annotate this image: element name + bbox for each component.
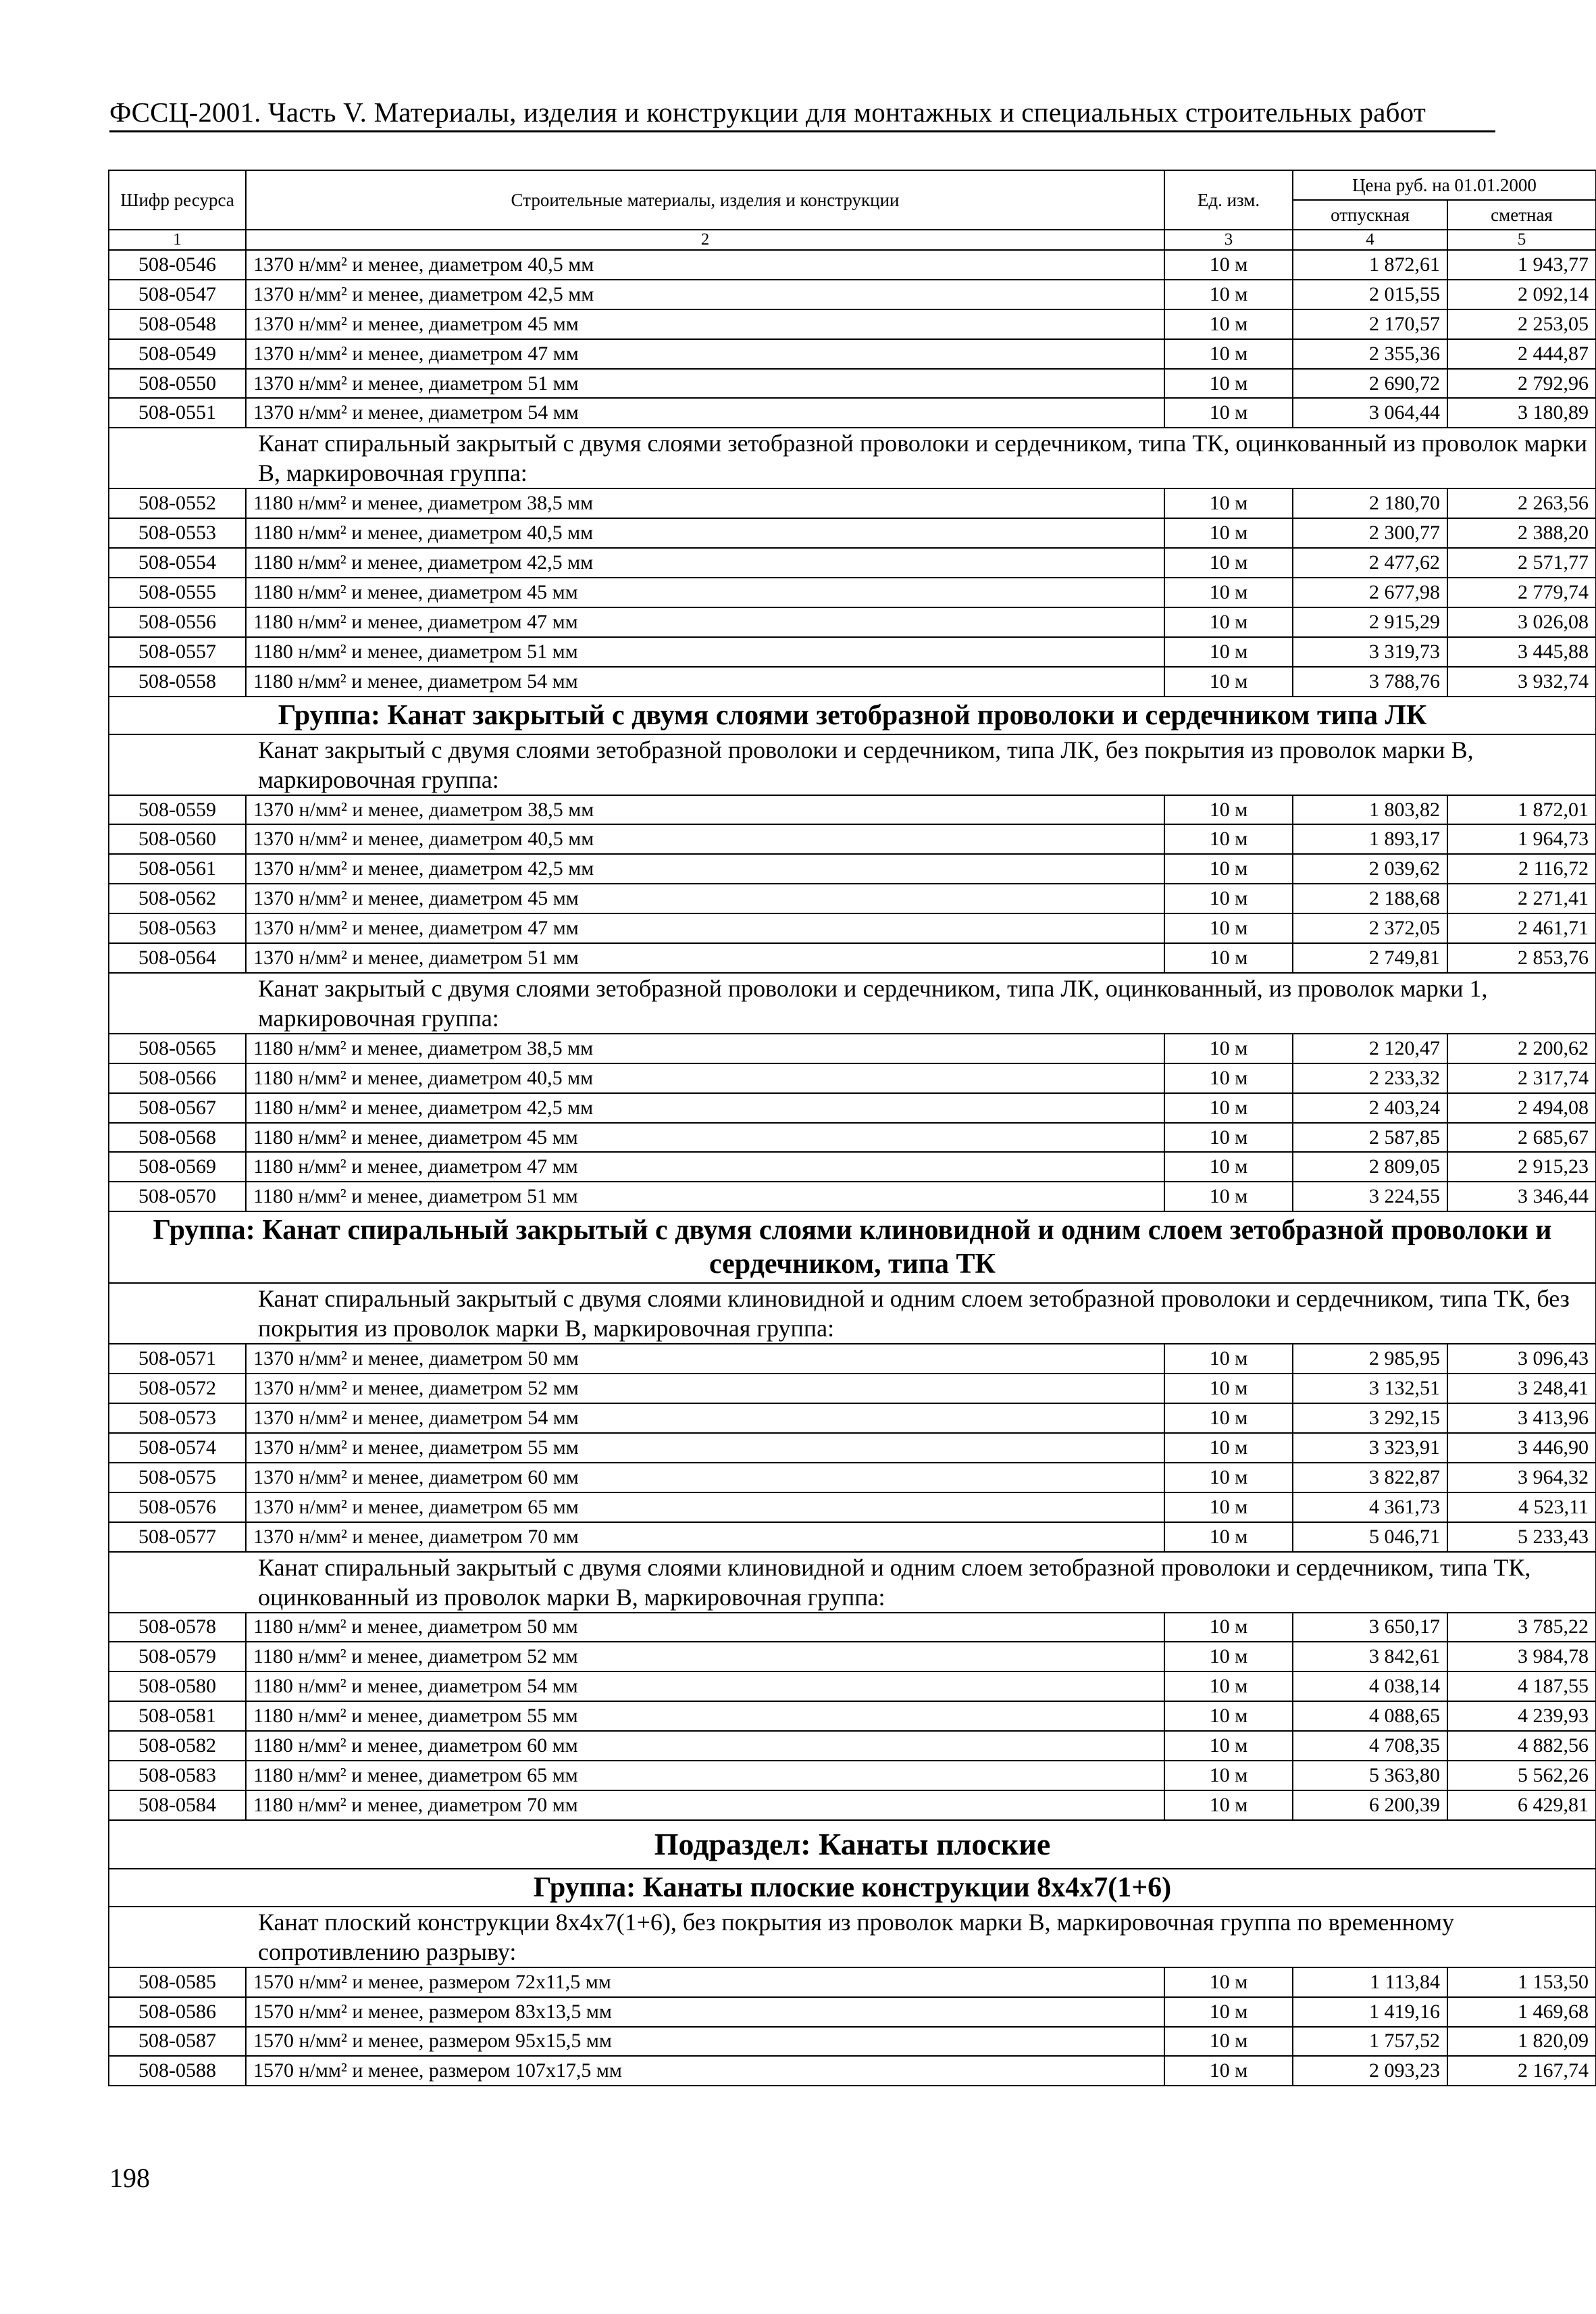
- table-row: [109, 1182, 1596, 1211]
- release-price-cell: 2 372,05: [1293, 913, 1447, 943]
- release-price-cell: 3 842,61: [1293, 1642, 1447, 1671]
- unit-cell: 10 м: [1164, 1063, 1293, 1093]
- table-row: [109, 280, 1596, 309]
- table-row: [109, 309, 1596, 339]
- estimate-price-cell: 2 779,74: [1447, 578, 1596, 607]
- unit-cell: 10 м: [1164, 1344, 1293, 1374]
- unit-cell: 10 м: [1164, 854, 1293, 884]
- column-number: 4: [1293, 230, 1447, 250]
- estimate-price-cell: 2 685,67: [1447, 1123, 1596, 1153]
- estimate-price-cell: 2 092,14: [1447, 280, 1596, 309]
- estimate-price-cell: 4 882,56: [1447, 1731, 1596, 1761]
- release-price-cell: 2 403,24: [1293, 1093, 1447, 1123]
- release-price-cell: 5 046,71: [1293, 1522, 1447, 1552]
- material-name-cell: 1370 н/мм² и менее, диаметром 40,5 мм: [246, 824, 1164, 854]
- price-table-body: [109, 170, 1596, 2086]
- unit-cell: 10 м: [1164, 1613, 1293, 1642]
- material-name-cell: 1180 н/мм² и менее, диаметром 52 мм: [246, 1642, 1164, 1671]
- estimate-price-cell: 2 253,05: [1447, 309, 1596, 339]
- table-row: [109, 1997, 1596, 2027]
- release-price-cell: 3 319,73: [1293, 637, 1447, 667]
- release-price-cell: 4 038,14: [1293, 1671, 1447, 1701]
- group-heading: Группа: Канат закрытый с двумя слоями зетобразной проволоки и сердечником типа ЛК: [109, 697, 1596, 734]
- estimate-price-cell: 3 180,89: [1447, 398, 1596, 428]
- table-row: [109, 548, 1596, 578]
- unit-cell: 10 м: [1164, 1642, 1293, 1671]
- material-name-cell: 1180 н/мм² и менее, диаметром 38,5 мм: [246, 1034, 1164, 1063]
- release-price-cell: 2 015,55: [1293, 280, 1447, 309]
- table-row: [109, 488, 1596, 518]
- price-table: [108, 170, 1596, 2086]
- table-row: [109, 1967, 1596, 1997]
- estimate-price-cell: 2 317,74: [1447, 1063, 1596, 1093]
- release-price-cell: 2 749,81: [1293, 943, 1447, 973]
- description-text: Канат спиральный закрытый с двумя слоями клиновидной и одним слоем зетобразной проволоки и сердечником, типа ТК, без покрытия из проволок марки В, маркировочная группа:: [109, 1283, 1596, 1344]
- material-name-cell: 1180 н/мм² и менее, диаметром 47 мм: [246, 1152, 1164, 1182]
- group-heading-row: [109, 1869, 1596, 1907]
- group-heading-row: [109, 697, 1596, 734]
- table-row: [109, 795, 1596, 825]
- table-row: [109, 1731, 1596, 1761]
- unit-cell: 10 м: [1164, 667, 1293, 697]
- material-name-cell: 1370 н/мм² и менее, диаметром 52 мм: [246, 1374, 1164, 1403]
- material-name-cell: 1570 н/мм² и менее, размером 95х15,5 мм: [246, 2027, 1164, 2057]
- unit-cell: 10 м: [1164, 1492, 1293, 1522]
- material-name-cell: 1570 н/мм² и менее, размером 83х13,5 мм: [246, 1997, 1164, 2027]
- table-row: [109, 1671, 1596, 1701]
- description-text: Канат закрытый с двумя слоями зетобразной проволоки и сердечником, типа ЛК, без покрытия из проволок марки В, маркировочная группа:: [109, 734, 1596, 795]
- table-row: [109, 369, 1596, 399]
- table-row: [109, 913, 1596, 943]
- unit-cell: 10 м: [1164, 1403, 1293, 1433]
- material-name-cell: 1180 н/мм² и менее, диаметром 45 мм: [246, 578, 1164, 607]
- material-name-cell: 1180 н/мм² и менее, диаметром 42,5 мм: [246, 1093, 1164, 1123]
- estimate-price-cell: 2 200,62: [1447, 1034, 1596, 1063]
- resource-code-cell: 508-0575: [109, 1463, 246, 1492]
- release-price-cell: 5 363,80: [1293, 1761, 1447, 1790]
- material-name-cell: 1370 н/мм² и менее, диаметром 47 мм: [246, 339, 1164, 369]
- release-price-cell: 2 477,62: [1293, 548, 1447, 578]
- material-name-cell: 1370 н/мм² и менее, диаметром 51 мм: [246, 943, 1164, 973]
- resource-code-cell: 508-0558: [109, 667, 246, 697]
- table-row: [109, 1344, 1596, 1374]
- table-row: [109, 1492, 1596, 1522]
- unit-cell: 10 м: [1164, 548, 1293, 578]
- resource-code-cell: 508-0577: [109, 1522, 246, 1552]
- material-name-cell: 1370 н/мм² и менее, диаметром 50 мм: [246, 1344, 1164, 1374]
- resource-code-cell: 508-0569: [109, 1152, 246, 1182]
- release-price-cell: 3 650,17: [1293, 1613, 1447, 1642]
- table-row: [109, 943, 1596, 973]
- table-row: [109, 824, 1596, 854]
- table-row: [109, 2056, 1596, 2086]
- resource-code-cell: 508-0574: [109, 1433, 246, 1463]
- unit-cell: 10 м: [1164, 250, 1293, 280]
- resource-code-cell: 508-0576: [109, 1492, 246, 1522]
- unit-cell: 10 м: [1164, 488, 1293, 518]
- subsection-heading-row: [109, 1820, 1596, 1869]
- material-name-cell: 1370 н/мм² и менее, диаметром 70 мм: [246, 1522, 1164, 1552]
- resource-code-cell: 508-0554: [109, 548, 246, 578]
- header-code: Шифр ресурса: [109, 170, 246, 230]
- release-price-cell: 2 120,47: [1293, 1034, 1447, 1063]
- estimate-price-cell: 3 932,74: [1447, 667, 1596, 697]
- unit-cell: 10 м: [1164, 518, 1293, 548]
- unit-cell: 10 м: [1164, 1997, 1293, 2027]
- description-text: Канат закрытый с двумя слоями зетобразной проволоки и сердечником, типа ЛК, оцинкованный, из проволок марки 1, маркировочная группа:: [109, 973, 1596, 1034]
- group-heading: Группа: Канаты плоские конструкции 8х4х7(1+6): [109, 1869, 1596, 1907]
- release-price-cell: 2 915,29: [1293, 607, 1447, 637]
- description-row: [109, 1283, 1596, 1344]
- release-price-cell: 1 757,52: [1293, 2027, 1447, 2057]
- column-number-row: [109, 230, 1596, 250]
- estimate-price-cell: 2 167,74: [1447, 2056, 1596, 2086]
- unit-cell: 10 м: [1164, 943, 1293, 973]
- material-name-cell: 1180 н/мм² и менее, диаметром 51 мм: [246, 1182, 1164, 1211]
- material-name-cell: 1370 н/мм² и менее, диаметром 38,5 мм: [246, 795, 1164, 825]
- table-row: [109, 1152, 1596, 1182]
- description-row: [109, 1552, 1596, 1613]
- material-name-cell: 1370 н/мм² и менее, диаметром 42,5 мм: [246, 854, 1164, 884]
- unit-cell: 10 м: [1164, 2027, 1293, 2057]
- unit-cell: 10 м: [1164, 607, 1293, 637]
- material-name-cell: 1180 н/мм² и менее, диаметром 47 мм: [246, 607, 1164, 637]
- resource-code-cell: 508-0580: [109, 1671, 246, 1701]
- table-row: [109, 1123, 1596, 1153]
- release-price-cell: 3 822,87: [1293, 1463, 1447, 1492]
- estimate-price-cell: 1 872,01: [1447, 795, 1596, 825]
- material-name-cell: 1370 н/мм² и менее, диаметром 40,5 мм: [246, 250, 1164, 280]
- estimate-price-cell: 6 429,81: [1447, 1790, 1596, 1820]
- material-name-cell: 1180 н/мм² и менее, диаметром 38,5 мм: [246, 488, 1164, 518]
- table-row: [109, 1063, 1596, 1093]
- unit-cell: 10 м: [1164, 1790, 1293, 1820]
- unit-cell: 10 м: [1164, 339, 1293, 369]
- table-row: [109, 637, 1596, 667]
- material-name-cell: 1180 н/мм² и менее, диаметром 54 мм: [246, 1671, 1164, 1701]
- resource-code-cell: 508-0562: [109, 884, 246, 913]
- release-price-cell: 2 039,62: [1293, 854, 1447, 884]
- resource-code-cell: 508-0553: [109, 518, 246, 548]
- unit-cell: 10 м: [1164, 280, 1293, 309]
- resource-code-cell: 508-0546: [109, 250, 246, 280]
- subsection-heading: Подраздел: Канаты плоские: [109, 1820, 1596, 1869]
- resource-code-cell: 508-0557: [109, 637, 246, 667]
- header-unit: Ед. изм.: [1164, 170, 1293, 230]
- release-price-cell: 2 233,32: [1293, 1063, 1447, 1093]
- resource-code-cell: 508-0572: [109, 1374, 246, 1403]
- column-number: 2: [246, 230, 1164, 250]
- release-price-cell: 2 690,72: [1293, 369, 1447, 399]
- release-price-cell: 2 093,23: [1293, 2056, 1447, 2086]
- unit-cell: 10 м: [1164, 1152, 1293, 1182]
- unit-cell: 10 м: [1164, 637, 1293, 667]
- resource-code-cell: 508-0548: [109, 309, 246, 339]
- estimate-price-cell: 4 523,11: [1447, 1492, 1596, 1522]
- resource-code-cell: 508-0564: [109, 943, 246, 973]
- estimate-price-cell: 3 785,22: [1447, 1613, 1596, 1642]
- release-price-cell: 2 188,68: [1293, 884, 1447, 913]
- header-release-price: отпускная: [1293, 200, 1447, 230]
- release-price-cell: 3 292,15: [1293, 1403, 1447, 1433]
- material-name-cell: 1180 н/мм² и менее, диаметром 40,5 мм: [246, 518, 1164, 548]
- unit-cell: 10 м: [1164, 1093, 1293, 1123]
- table-row: [109, 1642, 1596, 1671]
- material-name-cell: 1180 н/мм² и менее, диаметром 60 мм: [246, 1731, 1164, 1761]
- unit-cell: 10 м: [1164, 2056, 1293, 2086]
- resource-code-cell: 508-0560: [109, 824, 246, 854]
- estimate-price-cell: 2 271,41: [1447, 884, 1596, 913]
- resource-code-cell: 508-0585: [109, 1967, 246, 1997]
- page-number: 198: [109, 2163, 150, 2193]
- resource-code-cell: 508-0573: [109, 1403, 246, 1433]
- description-text: Канат плоский конструкции 8х4х7(1+6), без покрытия из проволок марки В, маркировочная группа по временному сопротивлению разрыву:: [109, 1907, 1596, 1967]
- resource-code-cell: 508-0559: [109, 795, 246, 825]
- unit-cell: 10 м: [1164, 398, 1293, 428]
- resource-code-cell: 508-0587: [109, 2027, 246, 2057]
- table-row: [109, 1613, 1596, 1642]
- resource-code-cell: 508-0550: [109, 369, 246, 399]
- release-price-cell: 2 985,95: [1293, 1344, 1447, 1374]
- estimate-price-cell: 1 943,77: [1447, 250, 1596, 280]
- table-row: [109, 667, 1596, 697]
- estimate-price-cell: 3 026,08: [1447, 607, 1596, 637]
- table-row: [109, 884, 1596, 913]
- release-price-cell: 2 180,70: [1293, 488, 1447, 518]
- release-price-cell: 6 200,39: [1293, 1790, 1447, 1820]
- estimate-price-cell: 2 388,20: [1447, 518, 1596, 548]
- group-heading-row: [109, 1211, 1596, 1283]
- resource-code-cell: 508-0549: [109, 339, 246, 369]
- estimate-price-cell: 2 116,72: [1447, 854, 1596, 884]
- table-header-row: [109, 170, 1596, 200]
- column-number: 3: [1164, 230, 1293, 250]
- estimate-price-cell: 2 915,23: [1447, 1152, 1596, 1182]
- resource-code-cell: 508-0571: [109, 1344, 246, 1374]
- page-header: ФССЦ-2001. Часть V. Материалы, изделия и конструкции для монтажных и специальных строительных работ: [109, 97, 1426, 128]
- estimate-price-cell: 1 820,09: [1447, 2027, 1596, 2057]
- description-text: Канат спиральный закрытый с двумя слоями зетобразной проволоки и сердечником, типа ТК, оцинкованный из проволок марки В, маркировочная группа:: [109, 428, 1596, 488]
- unit-cell: 10 м: [1164, 1463, 1293, 1492]
- unit-cell: 10 м: [1164, 1182, 1293, 1211]
- table-row: [109, 1761, 1596, 1790]
- estimate-price-cell: 1 964,73: [1447, 824, 1596, 854]
- release-price-cell: 3 788,76: [1293, 667, 1447, 697]
- material-name-cell: 1570 н/мм² и менее, размером 72х11,5 мм: [246, 1967, 1164, 1997]
- resource-code-cell: 508-0565: [109, 1034, 246, 1063]
- release-price-cell: 3 132,51: [1293, 1374, 1447, 1403]
- release-price-cell: 2 809,05: [1293, 1152, 1447, 1182]
- release-price-cell: 2 300,77: [1293, 518, 1447, 548]
- estimate-price-cell: 2 494,08: [1447, 1093, 1596, 1123]
- resource-code-cell: 508-0578: [109, 1613, 246, 1642]
- material-name-cell: 1370 н/мм² и менее, диаметром 55 мм: [246, 1433, 1164, 1463]
- estimate-price-cell: 3 446,90: [1447, 1433, 1596, 1463]
- table-row: [109, 1701, 1596, 1731]
- material-name-cell: 1180 н/мм² и менее, диаметром 50 мм: [246, 1613, 1164, 1642]
- unit-cell: 10 м: [1164, 1123, 1293, 1153]
- release-price-cell: 1 803,82: [1293, 795, 1447, 825]
- unit-cell: 10 м: [1164, 578, 1293, 607]
- unit-cell: 10 м: [1164, 1671, 1293, 1701]
- unit-cell: 10 м: [1164, 795, 1293, 825]
- unit-cell: 10 м: [1164, 884, 1293, 913]
- table-row: [109, 854, 1596, 884]
- resource-code-cell: 508-0551: [109, 398, 246, 428]
- unit-cell: 10 м: [1164, 1967, 1293, 1997]
- estimate-price-cell: 2 444,87: [1447, 339, 1596, 369]
- estimate-price-cell: 5 233,43: [1447, 1522, 1596, 1552]
- unit-cell: 10 м: [1164, 369, 1293, 399]
- release-price-cell: 4 088,65: [1293, 1701, 1447, 1731]
- table-row: [109, 1522, 1596, 1552]
- release-price-cell: 4 361,73: [1293, 1492, 1447, 1522]
- estimate-price-cell: 4 187,55: [1447, 1671, 1596, 1701]
- column-number: 1: [109, 230, 246, 250]
- unit-cell: 10 м: [1164, 824, 1293, 854]
- resource-code-cell: 508-0567: [109, 1093, 246, 1123]
- material-name-cell: 1370 н/мм² и менее, диаметром 45 мм: [246, 884, 1164, 913]
- column-number: 5: [1447, 230, 1596, 250]
- material-name-cell: 1180 н/мм² и менее, диаметром 70 мм: [246, 1790, 1164, 1820]
- description-row: [109, 734, 1596, 795]
- unit-cell: 10 м: [1164, 1761, 1293, 1790]
- estimate-price-cell: 2 792,96: [1447, 369, 1596, 399]
- unit-cell: 10 м: [1164, 1034, 1293, 1063]
- release-price-cell: 3 224,55: [1293, 1182, 1447, 1211]
- unit-cell: 10 м: [1164, 1701, 1293, 1731]
- group-heading: Группа: Канат спиральный закрытый с двумя слоями клиновидной и одним слоем зетобразной проволоки и сердечником, типа ТК: [109, 1211, 1596, 1283]
- resource-code-cell: 508-0581: [109, 1701, 246, 1731]
- estimate-price-cell: 5 562,26: [1447, 1761, 1596, 1790]
- material-name-cell: 1180 н/мм² и менее, диаметром 45 мм: [246, 1123, 1164, 1153]
- resource-code-cell: 508-0570: [109, 1182, 246, 1211]
- table-row: [109, 1093, 1596, 1123]
- description-row: [109, 973, 1596, 1034]
- header-rule: [109, 130, 1495, 132]
- table-row: [109, 1433, 1596, 1463]
- resource-code-cell: 508-0552: [109, 488, 246, 518]
- material-name-cell: 1180 н/мм² и менее, диаметром 51 мм: [246, 637, 1164, 667]
- release-price-cell: 4 708,35: [1293, 1731, 1447, 1761]
- material-name-cell: 1370 н/мм² и менее, диаметром 45 мм: [246, 309, 1164, 339]
- unit-cell: 10 м: [1164, 1522, 1293, 1552]
- resource-code-cell: 508-0582: [109, 1731, 246, 1761]
- release-price-cell: 1 113,84: [1293, 1967, 1447, 1997]
- material-name-cell: 1180 н/мм² и менее, диаметром 42,5 мм: [246, 548, 1164, 578]
- table-row: [109, 2027, 1596, 2057]
- table-row: [109, 339, 1596, 369]
- material-name-cell: 1180 н/мм² и менее, диаметром 65 мм: [246, 1761, 1164, 1790]
- release-price-cell: 2 677,98: [1293, 578, 1447, 607]
- description-row: [109, 1907, 1596, 1967]
- estimate-price-cell: 2 461,71: [1447, 913, 1596, 943]
- material-name-cell: 1370 н/мм² и менее, диаметром 65 мм: [246, 1492, 1164, 1522]
- estimate-price-cell: 3 413,96: [1447, 1403, 1596, 1433]
- material-name-cell: 1180 н/мм² и менее, диаметром 54 мм: [246, 667, 1164, 697]
- table-row: [109, 1374, 1596, 1403]
- description-row: [109, 428, 1596, 488]
- header-name: Строительные материалы, изделия и конструкции: [246, 170, 1164, 230]
- unit-cell: 10 м: [1164, 1374, 1293, 1403]
- material-name-cell: 1370 н/мм² и менее, диаметром 54 мм: [246, 398, 1164, 428]
- resource-code-cell: 508-0568: [109, 1123, 246, 1153]
- release-price-cell: 1 419,16: [1293, 1997, 1447, 2027]
- table-row: [109, 250, 1596, 280]
- resource-code-cell: 508-0561: [109, 854, 246, 884]
- estimate-price-cell: 2 571,77: [1447, 548, 1596, 578]
- material-name-cell: 1180 н/мм² и менее, диаметром 55 мм: [246, 1701, 1164, 1731]
- estimate-price-cell: 3 096,43: [1447, 1344, 1596, 1374]
- estimate-price-cell: 3 346,44: [1447, 1182, 1596, 1211]
- estimate-price-cell: 3 984,78: [1447, 1642, 1596, 1671]
- release-price-cell: 2 355,36: [1293, 339, 1447, 369]
- table-row: [109, 1034, 1596, 1063]
- release-price-cell: 2 587,85: [1293, 1123, 1447, 1153]
- material-name-cell: 1180 н/мм² и менее, диаметром 40,5 мм: [246, 1063, 1164, 1093]
- header-estimate-price: сметная: [1447, 200, 1596, 230]
- header-price: Цена руб. на 01.01.2000: [1293, 170, 1596, 200]
- release-price-cell: 1 872,61: [1293, 250, 1447, 280]
- estimate-price-cell: 2 853,76: [1447, 943, 1596, 973]
- resource-code-cell: 508-0556: [109, 607, 246, 637]
- estimate-price-cell: 1 153,50: [1447, 1967, 1596, 1997]
- resource-code-cell: 508-0588: [109, 2056, 246, 2086]
- material-name-cell: 1370 н/мм² и менее, диаметром 51 мм: [246, 369, 1164, 399]
- estimate-price-cell: 2 263,56: [1447, 488, 1596, 518]
- resource-code-cell: 508-0563: [109, 913, 246, 943]
- release-price-cell: 1 893,17: [1293, 824, 1447, 854]
- resource-code-cell: 508-0579: [109, 1642, 246, 1671]
- material-name-cell: 1370 н/мм² и менее, диаметром 47 мм: [246, 913, 1164, 943]
- unit-cell: 10 м: [1164, 1731, 1293, 1761]
- unit-cell: 10 м: [1164, 309, 1293, 339]
- table-row: [109, 578, 1596, 607]
- material-name-cell: 1570 н/мм² и менее, размером 107х17,5 мм: [246, 2056, 1164, 2086]
- resource-code-cell: 508-0555: [109, 578, 246, 607]
- resource-code-cell: 508-0547: [109, 280, 246, 309]
- estimate-price-cell: 3 964,32: [1447, 1463, 1596, 1492]
- material-name-cell: 1370 н/мм² и менее, диаметром 60 мм: [246, 1463, 1164, 1492]
- release-price-cell: 2 170,57: [1293, 309, 1447, 339]
- estimate-price-cell: 1 469,68: [1447, 1997, 1596, 2027]
- table-row: [109, 398, 1596, 428]
- resource-code-cell: 508-0586: [109, 1997, 246, 2027]
- resource-code-cell: 508-0566: [109, 1063, 246, 1093]
- table-row: [109, 518, 1596, 548]
- material-name-cell: 1370 н/мм² и менее, диаметром 42,5 мм: [246, 280, 1164, 309]
- estimate-price-cell: 4 239,93: [1447, 1701, 1596, 1731]
- table-row: [109, 1403, 1596, 1433]
- unit-cell: 10 м: [1164, 913, 1293, 943]
- release-price-cell: 3 064,44: [1293, 398, 1447, 428]
- resource-code-cell: 508-0584: [109, 1790, 246, 1820]
- description-text: Канат спиральный закрытый с двумя слоями клиновидной и одним слоем зетобразной проволоки и сердечником, типа ТК, оцинкованный из проволок марки В, маркировочная группа:: [109, 1552, 1596, 1613]
- estimate-price-cell: 3 248,41: [1447, 1374, 1596, 1403]
- table-row: [109, 1463, 1596, 1492]
- estimate-price-cell: 3 445,88: [1447, 637, 1596, 667]
- release-price-cell: 3 323,91: [1293, 1433, 1447, 1463]
- unit-cell: 10 м: [1164, 1433, 1293, 1463]
- material-name-cell: 1370 н/мм² и менее, диаметром 54 мм: [246, 1403, 1164, 1433]
- table-row: [109, 1790, 1596, 1820]
- table-row: [109, 607, 1596, 637]
- resource-code-cell: 508-0583: [109, 1761, 246, 1790]
